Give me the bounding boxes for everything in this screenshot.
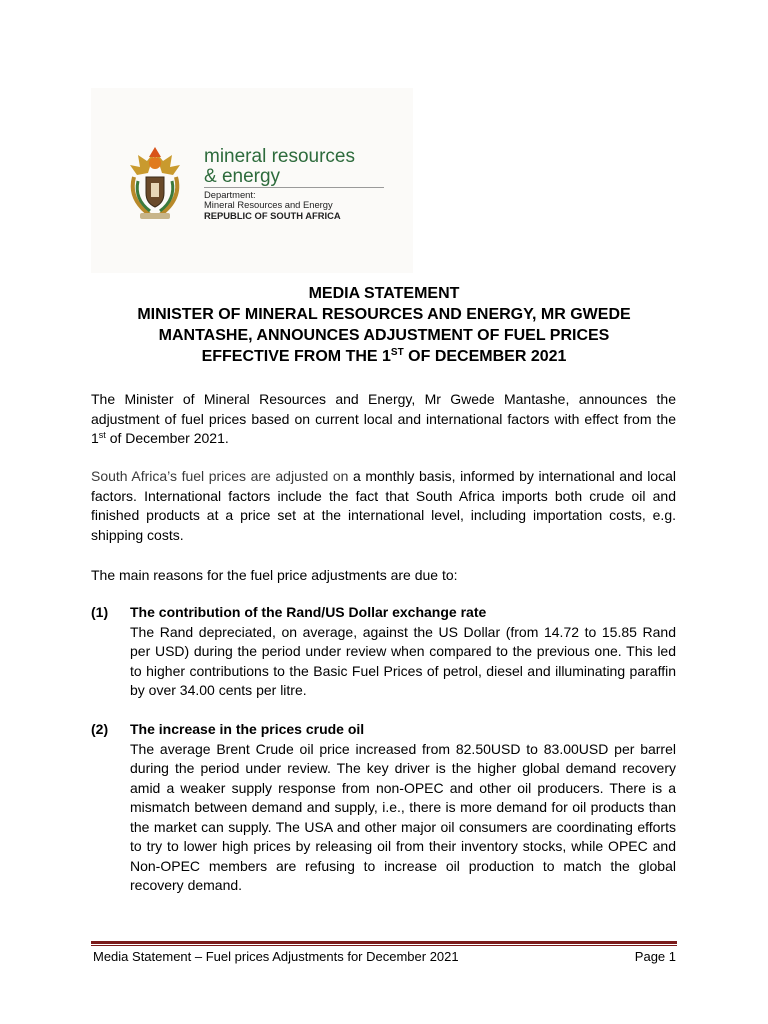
- fuel-prices-lead: South Africa’s fuel prices are adjusted on: [91, 468, 349, 484]
- logo-dept-label: Department:: [204, 189, 256, 200]
- item-number: (1): [91, 604, 109, 620]
- coat-of-arms-icon: [120, 145, 190, 223]
- intro-sup: st: [98, 430, 106, 440]
- item-heading: The contribution of the Rand/US Dollar exchange rate: [130, 604, 487, 620]
- intro-text-end: of December 2021.: [105, 430, 229, 446]
- item-body: The average Brent Crude oil price increased from 82.50USD to 83.00USD per barrel during the period under review. The key driver is the higher global demand recovery amid a weaker supply response from non-OPEC and other oil producers. There is a mismatch between demand and supply, i.e., there is more demand for oil products than the market can supply. The USA and other major oil consumers are coordinating efforts to try to lower high prices by releasing oil from their inventory stocks, while OPEC and Non-OPEC members are refusing to increase oil production to match the global recovery demand.: [130, 740, 676, 893]
- reasons-intro: The main reasons for the fuel price adjustments are due to:: [91, 567, 458, 583]
- logo-department: [204, 190, 341, 221]
- item-heading: The increase in the prices crude oil: [130, 721, 365, 737]
- title-line4-sup: ST: [390, 347, 404, 358]
- fuel-prices-paragraph: [91, 467, 676, 545]
- title-line1: MEDIA STATEMENT: [308, 285, 460, 302]
- footer-divider-thin: [91, 945, 677, 946]
- title-line4-post: OF DECEMBER 2021: [403, 348, 567, 365]
- intro-paragraph: [91, 390, 676, 449]
- title-line4-pre: EFFECTIVE FROM THE 1: [201, 348, 391, 365]
- logo-dept-name: Mineral Resources and Energy: [204, 199, 333, 211]
- logo-country: REPUBLIC OF SOUTH AFRICA: [204, 209, 341, 221]
- item-body: The Rand depreciated, on average, against the US Dollar (from 14.72 to 15.85 Rand per USD) during the period under review when compared to the previous one. This led to higher contributions to the Basic Fuel Prices of petrol, diesel and illuminating paraffin by over 34.00 cents per litre.: [130, 623, 676, 698]
- list-item: [130, 720, 676, 896]
- title-line2: MINISTER OF MINERAL RESOURCES AND ENERGY, MR GWEDE: [137, 306, 631, 323]
- logo-wordmark: [204, 147, 355, 187]
- title-line4: [91, 346, 677, 367]
- footer-divider: [91, 941, 677, 944]
- intro-text: The Minister of Mineral Resources and Energy, Mr Gwede Mantashe, announces the adjustment of fuel prices based on current local and international factors with effect from the 1: [91, 391, 676, 446]
- page-number: Page 1: [634, 949, 676, 964]
- fuel-prices-text: a monthly basis, informed by international and local factors. International factors include the fact that South Africa imports both crude oil and finished products at a price set at the international level, including importation costs, e.g. shipping costs.: [91, 468, 676, 543]
- list-item: [130, 603, 676, 701]
- title-line3: MANTASHE, ANNOUNCES ADJUSTMENT OF FUEL PRICES: [158, 327, 610, 344]
- footer-title: Media Statement – Fuel prices Adjustments for December 2021: [93, 949, 459, 964]
- logo-line1: mineral resources: [204, 146, 355, 167]
- logo-line2: & energy: [204, 166, 281, 187]
- logo-divider: [204, 187, 384, 188]
- item-number: (2): [91, 721, 109, 737]
- page-title: [91, 283, 677, 367]
